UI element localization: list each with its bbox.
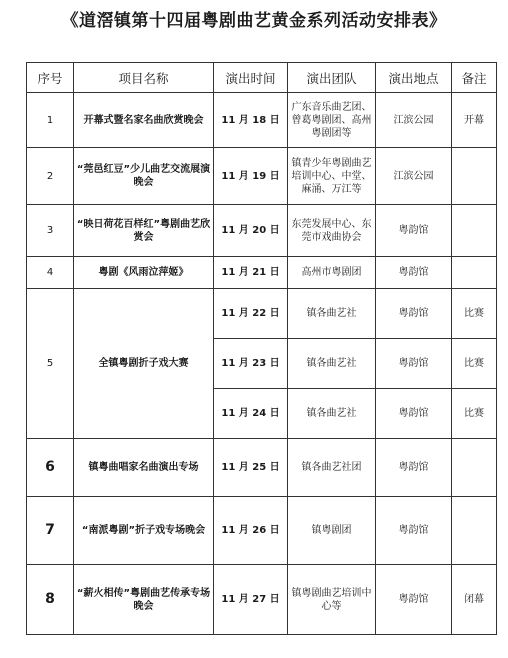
cell-troupe: 高州市粤剧团	[288, 257, 376, 289]
cell-note	[452, 148, 497, 205]
cell-venue: 粤韵馆	[376, 565, 452, 635]
cell-venue: 江滨公园	[376, 93, 452, 148]
cell-venue: 粤韵馆	[376, 289, 452, 339]
cell-troupe: 镇各曲艺社	[288, 339, 376, 389]
cell-troupe: 镇青少年粤剧曲艺培训中心、中堂、麻涌、万江等	[288, 148, 376, 205]
table-row	[27, 565, 497, 635]
cell-time: 11 月 25 日	[214, 439, 288, 497]
schedule-table	[26, 62, 497, 635]
table-row	[27, 93, 497, 148]
table-row	[27, 289, 497, 339]
cell-note	[452, 497, 497, 565]
cell-name: “莞邑红豆”少儿曲艺交流展演晚会	[74, 148, 214, 205]
cell-troupe: 镇各曲艺社团	[288, 439, 376, 497]
cell-time: 11 月 24 日	[214, 389, 288, 439]
cell-time: 11 月 23 日	[214, 339, 288, 389]
table-row	[27, 205, 497, 257]
cell-venue: 粤韵馆	[376, 257, 452, 289]
cell-venue: 粤韵馆	[376, 439, 452, 497]
cell-name: “南派粤剧”折子戏专场晚会	[74, 497, 214, 565]
cell-troupe: 广东音乐曲艺团、曾葛粤剧团、高州粤剧团等	[288, 93, 376, 148]
cell-time: 11 月 20 日	[214, 205, 288, 257]
cell-time: 11 月 18 日	[214, 93, 288, 148]
cell-venue: 粤韵馆	[376, 497, 452, 565]
cell-time: 11 月 19 日	[214, 148, 288, 205]
cell-name: “映日荷花百样红”粤剧曲艺欣赏会	[74, 205, 214, 257]
cell-troupe: 镇粤剧团	[288, 497, 376, 565]
cell-note: 开幕	[452, 93, 497, 148]
cell-seq: 7	[27, 497, 74, 565]
cell-time: 11 月 27 日	[214, 565, 288, 635]
table-header-row	[27, 63, 497, 93]
cell-seq: 2	[27, 148, 74, 205]
cell-time: 11 月 26 日	[214, 497, 288, 565]
page-title: 《道滘镇第十四届粤剧曲艺黄金系列活动安排表》	[61, 11, 447, 31]
table-row	[27, 257, 497, 289]
header-note: 备注	[452, 63, 497, 93]
header-time: 演出时间	[214, 63, 288, 93]
cell-troupe: 镇各曲艺社	[288, 289, 376, 339]
cell-venue: 粤韵馆	[376, 339, 452, 389]
cell-seq: 8	[27, 565, 74, 635]
cell-note: 比赛	[452, 289, 497, 339]
cell-note	[452, 439, 497, 497]
cell-troupe: 东莞发展中心、东莞市戏曲协会	[288, 205, 376, 257]
cell-seq: 1	[27, 93, 74, 148]
header-name: 项目名称	[74, 63, 214, 93]
cell-venue: 粤韵馆	[376, 389, 452, 439]
cell-seq: 3	[27, 205, 74, 257]
cell-troupe: 镇粤剧曲艺培训中心等	[288, 565, 376, 635]
table-row	[27, 497, 497, 565]
cell-name: 粤剧《风雨泣萍姬》	[74, 257, 214, 289]
cell-note	[452, 205, 497, 257]
cell-note	[452, 257, 497, 289]
cell-note: 比赛	[452, 389, 497, 439]
header-seq: 序号	[27, 63, 74, 93]
table-row	[27, 439, 497, 497]
cell-name: “薪火相传”粤剧曲艺传承专场晚会	[74, 565, 214, 635]
table-row	[27, 148, 497, 205]
cell-name: 开幕式暨名家名曲欣赏晚会	[74, 93, 214, 148]
cell-note: 比赛	[452, 339, 497, 389]
cell-name: 镇粤曲唱家名曲演出专场	[74, 439, 214, 497]
cell-troupe: 镇各曲艺社	[288, 389, 376, 439]
header-troupe: 演出团队	[288, 63, 376, 93]
cell-note: 闭幕	[452, 565, 497, 635]
cell-venue: 江滨公园	[376, 148, 452, 205]
cell-seq: 4	[27, 257, 74, 289]
header-venue: 演出地点	[376, 63, 452, 93]
cell-venue: 粤韵馆	[376, 205, 452, 257]
cell-seq: 5	[27, 289, 74, 439]
cell-time: 11 月 22 日	[214, 289, 288, 339]
cell-name: 全镇粤剧折子戏大赛	[74, 289, 214, 439]
cell-seq: 6	[27, 439, 74, 497]
cell-time: 11 月 21 日	[214, 257, 288, 289]
